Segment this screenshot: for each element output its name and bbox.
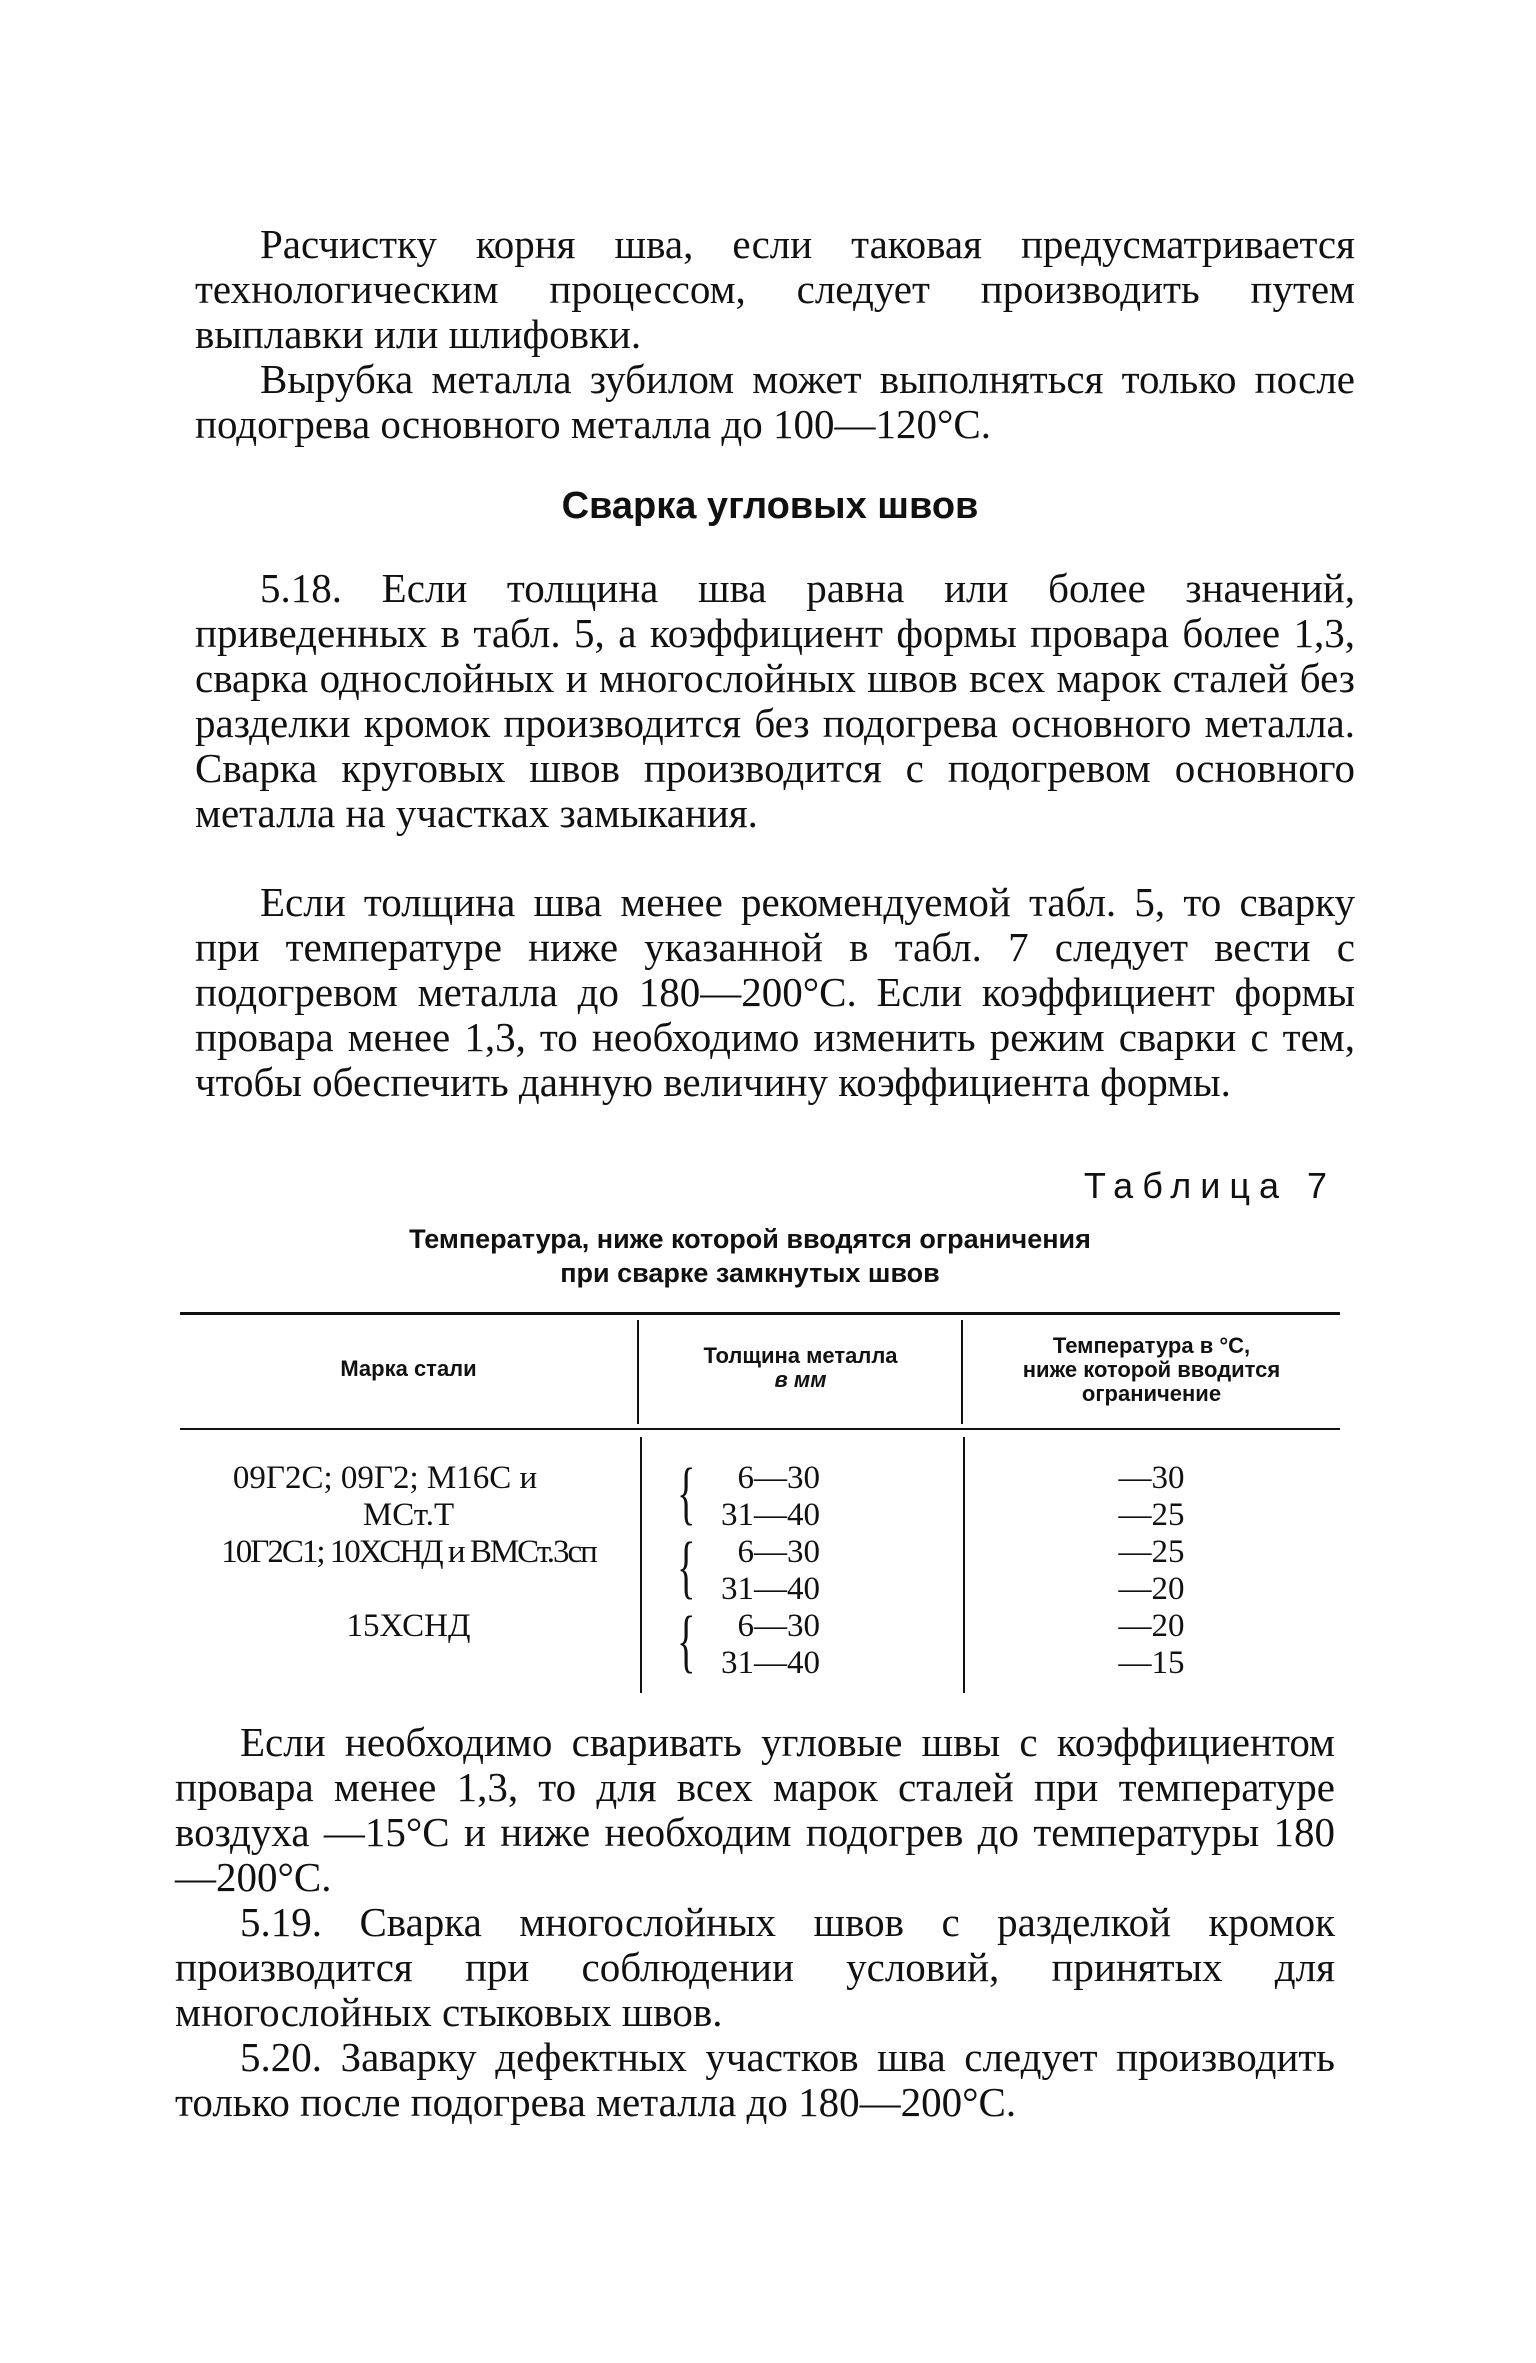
paragraph-5-20: 5.20. Заварку дефектных участков шва следует производить только после подогрева металла до 180—200°С. [175, 2034, 1335, 2125]
paragraph-5-18: 5.18. Если толщина шва равна или более значений, приведенных в табл. 5, а коэффициент формы провара более 1,3, сварка однослойных и многослойных швов всех марок сталей без разделки кромок производится без подогрева основного металла. Сварка круговых швов производится с подогревом основного металла на участках замыкания. [195, 565, 1355, 836]
temperature-value: —15 [1118, 1645, 1185, 1681]
header-thickness [640, 1344, 961, 1392]
paragraph-root-cleaning: Расчистку корня шва, если таковая предусматривается технологическим процессом, следует производить путем выплавки или шлифовки. [195, 221, 1355, 357]
temperature-value: —20 [1118, 1571, 1185, 1607]
table-divider-3 [640, 1437, 642, 1693]
header-thickness-line1: Толщина металла [703, 1343, 898, 1368]
brace-group-1: { [677, 1455, 696, 1532]
table-label: Таблица 7 [1083, 1165, 1336, 1206]
table-header-rule [180, 1428, 1340, 1430]
paragraph-fillet-heating: Если необходимо сваривать угловые швы с коэффициентом провара менее 1,3, то для всех марок сталей при температуре воздуха —15°С и ниже необходим подогрев до температуры 180—200°С. [175, 1719, 1335, 1900]
steel-grade-1b: МСт.Т [362, 1497, 455, 1533]
header-steel-grade: Марка стали [340, 1356, 477, 1381]
table-divider-1 [637, 1320, 639, 1424]
section-heading: Сварка угловых швов [561, 485, 979, 527]
paragraph-thickness-less: Если толщина шва менее рекомендуемой табл. 5, то сварку при температуре ниже указанной в табл. 7 следует вести с подогревом металла до 180—200°С. Если коэффициент формы провара менее 1,3, то необходимо изменить режим сварки с тем, чтобы обеспечить данную величину коэффициента формы. [195, 879, 1355, 1105]
paragraph-chiseling: Вырубка металла зубилом может выполняться только после подогрева основного металла до 100—120°С. [195, 356, 1355, 447]
paragraph-5-19: 5.19. Сварка многослойных швов с разделкой кромок производится при соблюдении условий, принятых для многослойных стыковых швов. [175, 1899, 1335, 2035]
thickness-value: 31—40 [721, 1497, 820, 1533]
steel-grade-1a: 09Г2С; 09Г2; М16С и [232, 1460, 538, 1496]
temperature-value: —20 [1118, 1608, 1185, 1644]
thickness-value: 6—30 [737, 1460, 820, 1496]
brace-group-3: { [677, 1603, 696, 1680]
thickness-value: 6—30 [737, 1534, 820, 1570]
table-top-rule [180, 1312, 1340, 1315]
table-title-line1: Температура, ниже которой вводятся ограничения [409, 1224, 1091, 1254]
thickness-value: 6—30 [737, 1608, 820, 1644]
table-title [300, 1222, 1200, 1290]
header-thickness-line2: в мм [774, 1367, 827, 1392]
table-title-line2: при сварке замкнутых швов [560, 1258, 940, 1288]
temperature-value: —25 [1118, 1497, 1185, 1533]
thickness-value: 31—40 [721, 1645, 820, 1681]
temperature-table [180, 1312, 1340, 1697]
header-temperature-line2: ниже которой вводится [1022, 1357, 1281, 1382]
steel-grade-3: 15ХСНД [346, 1608, 471, 1644]
brace-group-2: { [677, 1529, 696, 1606]
header-temperature-line1: Температура в °С, [1052, 1333, 1251, 1358]
temperature-value: —25 [1118, 1534, 1185, 1570]
thickness-value: 31—40 [721, 1571, 820, 1607]
header-temperature [963, 1334, 1340, 1406]
steel-grade-2: 10Г2С1; 10ХСНД и ВМСт.3сп [221, 1534, 596, 1570]
temperature-value: —30 [1118, 1460, 1185, 1496]
header-temperature-line3: ограничение [1081, 1381, 1222, 1406]
